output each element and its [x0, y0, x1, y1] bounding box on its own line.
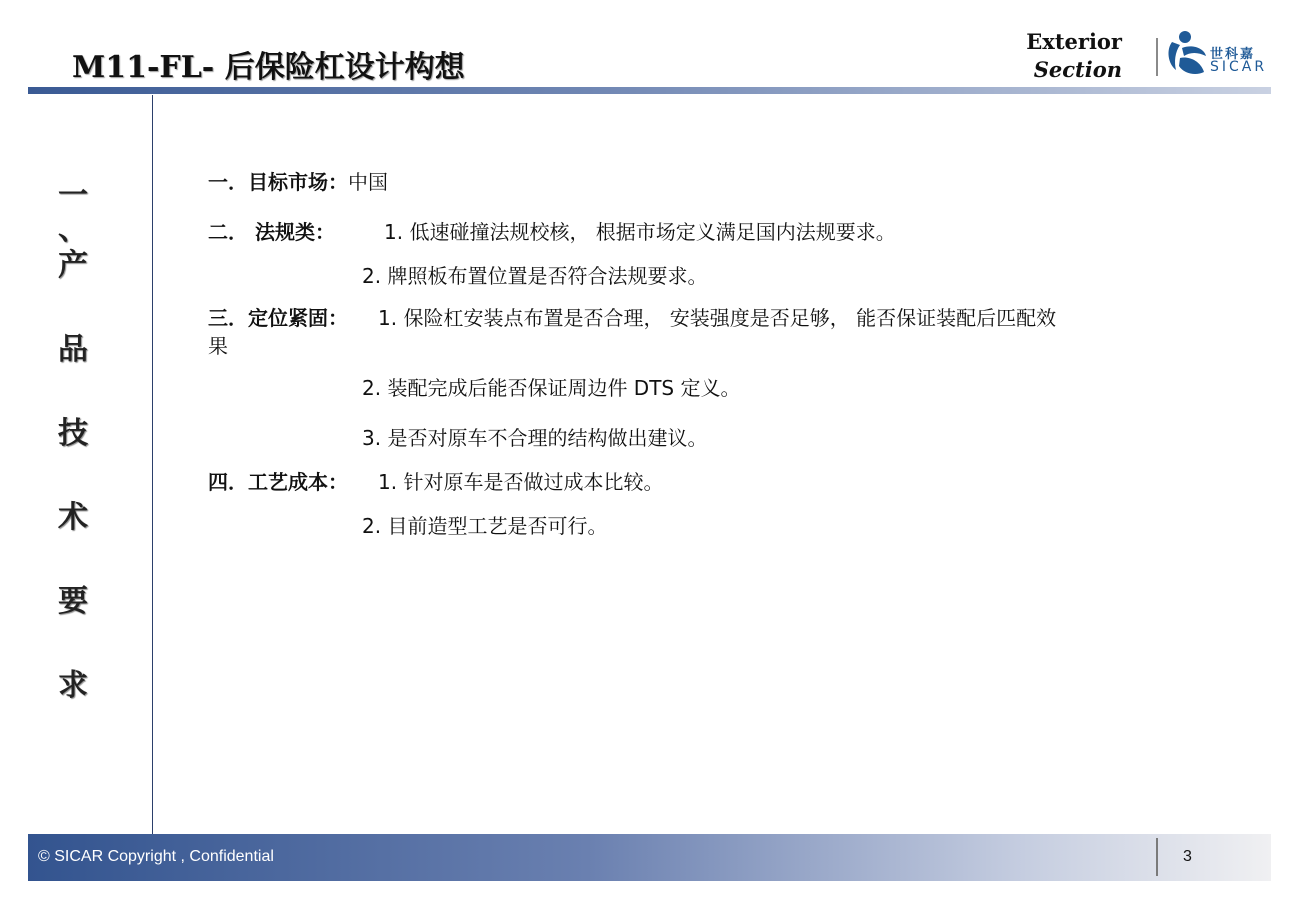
footer-divider — [1156, 838, 1158, 876]
vertical-section-title — [40, 170, 106, 703]
vertical-title-char: 术 — [58, 500, 88, 535]
section-label-line2: Section — [1033, 57, 1122, 82]
section-label-line1: Exterior — [1026, 29, 1122, 54]
vertical-title-char: 要 — [58, 584, 88, 619]
section-heading: 四．工艺成本： — [208, 470, 348, 494]
section-text: 中国 — [348, 170, 388, 194]
vertical-title-char: 、 — [58, 212, 88, 247]
section-heading: 二． 法规类： — [208, 220, 335, 244]
vertical-title-char: 产 — [58, 248, 88, 283]
logo-chinese-text: 世科嘉 — [1210, 47, 1256, 62]
slide-title: M11-FL- 后保险杠设计构想 — [72, 50, 465, 85]
section-positioning-fastening — [208, 302, 348, 331]
list-item: 1. 保险杠安装点布置是否合理， 安装强度是否足够， 能否保证装配后匹配效 — [378, 306, 1057, 330]
list-item: 2. 牌照板布置位置是否符合法规要求。 — [362, 264, 708, 288]
section-regulations — [208, 216, 335, 245]
sicar-logo — [1166, 28, 1266, 80]
list-item: 3. 是否对原车不合理的结构做出建议。 — [362, 426, 708, 450]
section-process-cost — [208, 466, 348, 495]
left-divider — [152, 95, 153, 835]
footer-copyright: © SICAR Copyright , Confidential — [38, 848, 274, 865]
logo-divider — [1156, 38, 1158, 76]
sicar-logo-icon — [1166, 28, 1210, 80]
vertical-title-char: 品 — [58, 332, 88, 367]
section-heading: 三．定位紧固： — [208, 306, 348, 330]
list-item: 1. 针对原车是否做过成本比较。 — [378, 470, 664, 494]
page-number: 3 — [1183, 848, 1192, 865]
vertical-title-char: 技 — [58, 416, 88, 451]
section-heading: 一．目标市场： — [208, 170, 348, 194]
list-item: 2. 目前造型工艺是否可行。 — [362, 514, 608, 538]
vertical-title-char: 求 — [58, 668, 88, 703]
vertical-title-char: 一 — [58, 178, 88, 213]
section-label — [1026, 28, 1122, 84]
list-item-continuation: 果 — [208, 334, 228, 358]
list-item: 1. 低速碰撞法规校核， 根据市场定义满足国内法规要求。 — [384, 220, 896, 244]
list-item: 2. 装配完成后能否保证周边件 DTS 定义。 — [362, 376, 741, 400]
header-bar — [28, 87, 1271, 94]
logo-english-text: SICAR — [1210, 59, 1268, 75]
section-target-market — [208, 166, 388, 195]
